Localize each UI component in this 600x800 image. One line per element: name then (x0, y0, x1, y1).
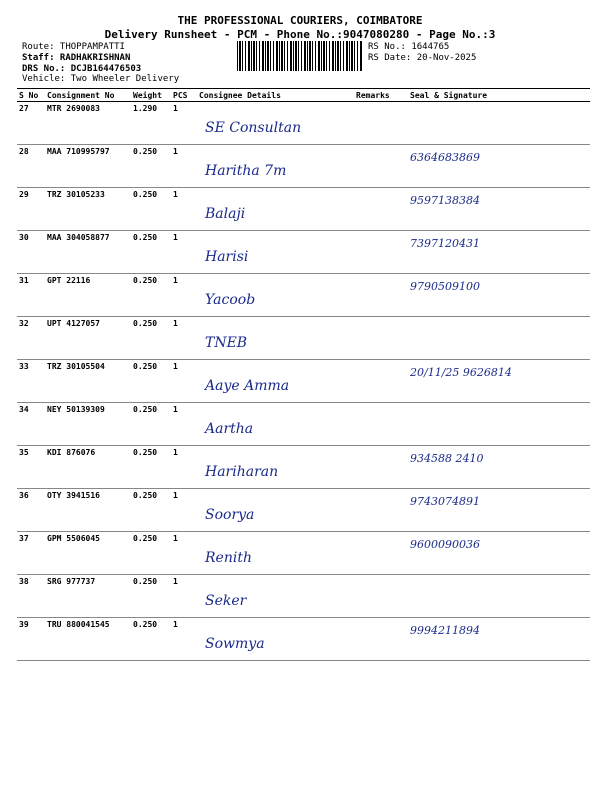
staff: Staff: RADHAKRISHNAN (22, 53, 131, 63)
consignee-handwriting: Sowmya (205, 636, 265, 652)
cell-sno: 33 (17, 360, 45, 403)
cell-pcs: 1 (171, 489, 197, 532)
cell-consignment: KDI 876076 (45, 446, 131, 489)
cell-consignee (197, 575, 354, 618)
consignee-handwriting: Yacoob (205, 292, 256, 308)
cell-sno: 28 (17, 145, 45, 188)
cell-pcs: 1 (171, 532, 197, 575)
cell-sno: 30 (17, 231, 45, 274)
col-remarks: Remarks (354, 89, 408, 102)
route: Route: THOPPAMPATTI (22, 42, 125, 52)
cell-remarks (354, 231, 408, 274)
cell-consignee (197, 618, 354, 661)
rs-no: RS No.: 1644765 (368, 42, 450, 52)
cell-sno: 27 (17, 102, 45, 145)
cell-pcs: 1 (171, 446, 197, 489)
cell-consignee (197, 231, 354, 274)
table-row (17, 145, 590, 188)
cell-consignee (197, 403, 354, 446)
cell-pcs: 1 (171, 317, 197, 360)
cell-weight: 0.250 (131, 360, 171, 403)
cell-weight: 0.250 (131, 575, 171, 618)
cell-consignment: OTY 3941516 (45, 489, 131, 532)
consignee-handwriting: Aartha (205, 421, 254, 437)
table-row (17, 102, 590, 145)
runsheet-table (17, 88, 590, 661)
table-row (17, 274, 590, 317)
col-consignee: Consignee Details (197, 89, 354, 102)
consignee-handwriting: Renith (205, 550, 252, 566)
table-row (17, 188, 590, 231)
cell-signature (408, 145, 590, 188)
consignee-handwriting: Harisi (205, 249, 249, 265)
cell-consignee (197, 532, 354, 575)
cell-pcs: 1 (171, 231, 197, 274)
cell-signature (408, 274, 590, 317)
consignee-handwriting: TNEB (205, 335, 248, 351)
cell-remarks (354, 618, 408, 661)
signature-handwriting: 20/11/25 9626814 (410, 366, 512, 379)
cell-weight: 0.250 (131, 145, 171, 188)
drs-no: DRS No.: DCJB164476503 (22, 64, 142, 74)
cell-consignment: UPT 4127057 (45, 317, 131, 360)
consignee-handwriting: Haritha 7m (205, 163, 287, 179)
cell-consignment: NEY 50139309 (45, 403, 131, 446)
consignee-handwriting: Hariharan (205, 464, 279, 480)
cell-weight: 0.250 (131, 446, 171, 489)
cell-signature (408, 446, 590, 489)
cell-remarks (354, 446, 408, 489)
table-row (17, 231, 590, 274)
cell-pcs: 1 (171, 145, 197, 188)
cell-consignee (197, 360, 354, 403)
cell-sno: 29 (17, 188, 45, 231)
cell-sno: 39 (17, 618, 45, 661)
cell-weight: 0.250 (131, 489, 171, 532)
cell-consignee (197, 489, 354, 532)
cell-remarks (354, 489, 408, 532)
rs-date: RS Date: 20-Nov-2025 (368, 53, 477, 63)
cell-consignee (197, 188, 354, 231)
cell-consignment: GPT 22116 (45, 274, 131, 317)
cell-signature (408, 532, 590, 575)
cell-consignment: SRG 977737 (45, 575, 131, 618)
cell-remarks (354, 575, 408, 618)
table-row (17, 575, 590, 618)
col-signature: Seal & Signature (408, 89, 590, 102)
signature-handwriting: 7397120431 (410, 237, 480, 250)
cell-weight: 0.250 (131, 188, 171, 231)
col-pcs: PCS (171, 89, 197, 102)
table-row (17, 532, 590, 575)
cell-weight: 0.250 (131, 274, 171, 317)
cell-consignment: TRZ 30105233 (45, 188, 131, 231)
cell-signature (408, 403, 590, 446)
cell-pcs: 1 (171, 403, 197, 446)
cell-sno: 36 (17, 489, 45, 532)
cell-consignee (197, 102, 354, 145)
col-consignment: Consignment No (45, 89, 131, 102)
cell-sno: 35 (17, 446, 45, 489)
table-row (17, 446, 590, 489)
cell-consignment: MTR 2690083 (45, 102, 131, 145)
cell-consignment: TRU 880041545 (45, 618, 131, 661)
cell-weight: 0.250 (131, 618, 171, 661)
cell-signature (408, 618, 590, 661)
signature-handwriting: 6364683869 (410, 151, 480, 164)
col-weight: Weight (131, 89, 171, 102)
cell-pcs: 1 (171, 188, 197, 231)
consignee-handwriting: Soorya (205, 507, 255, 523)
cell-consignee (197, 274, 354, 317)
consignee-handwriting: Seker (205, 593, 247, 609)
cell-pcs: 1 (171, 618, 197, 661)
table-row (17, 317, 590, 360)
signature-handwriting: 9597138384 (410, 194, 480, 207)
table-row (17, 360, 590, 403)
table-row (17, 403, 590, 446)
cell-sno: 32 (17, 317, 45, 360)
runsheet-subtitle: Delivery Runsheet - PCM - Phone No.:9047080280 - Page No.:3 (104, 28, 496, 41)
cell-consignment: TRZ 30105504 (45, 360, 131, 403)
cell-weight: 0.250 (131, 231, 171, 274)
cell-signature (408, 575, 590, 618)
consignee-handwriting: Aaye Amma (205, 378, 290, 394)
cell-signature (408, 489, 590, 532)
cell-sno: 37 (17, 532, 45, 575)
cell-pcs: 1 (171, 360, 197, 403)
cell-consignee (197, 317, 354, 360)
cell-remarks (354, 145, 408, 188)
table-row (17, 489, 590, 532)
col-sno: S No (17, 89, 45, 102)
cell-remarks (354, 274, 408, 317)
cell-sno: 34 (17, 403, 45, 446)
cell-signature (408, 102, 590, 145)
cell-weight: 1.290 (131, 102, 171, 145)
table-row (17, 618, 590, 661)
cell-remarks (354, 532, 408, 575)
vehicle: Vehicle: Two Wheeler Delivery (22, 74, 180, 84)
consignee-handwriting: Balaji (205, 206, 246, 222)
signature-handwriting: 9743074891 (410, 495, 480, 508)
cell-remarks (354, 360, 408, 403)
cell-signature (408, 188, 590, 231)
table-header-row (17, 89, 590, 102)
cell-signature (408, 317, 590, 360)
signature-handwriting: 9994211894 (410, 624, 480, 637)
cell-remarks (354, 317, 408, 360)
cell-consignment: MAA 710995797 (45, 145, 131, 188)
company-title: THE PROFESSIONAL COURIERS, COIMBATORE (177, 14, 423, 27)
cell-weight: 0.250 (131, 403, 171, 446)
cell-signature (408, 231, 590, 274)
cell-sno: 38 (17, 575, 45, 618)
cell-weight: 0.250 (131, 317, 171, 360)
cell-signature (408, 360, 590, 403)
consignee-handwriting: SE Consultan (205, 120, 302, 136)
cell-pcs: 1 (171, 102, 197, 145)
cell-consignee (197, 145, 354, 188)
cell-remarks (354, 188, 408, 231)
cell-consignment: MAA 304058877 (45, 231, 131, 274)
cell-pcs: 1 (171, 575, 197, 618)
cell-remarks (354, 102, 408, 145)
cell-pcs: 1 (171, 274, 197, 317)
signature-handwriting: 9790509100 (410, 280, 480, 293)
signature-handwriting: 934588 2410 (410, 452, 484, 465)
cell-weight: 0.250 (131, 532, 171, 575)
cell-remarks (354, 403, 408, 446)
cell-consignment: GPM 5506045 (45, 532, 131, 575)
signature-handwriting: 9600090036 (410, 538, 480, 551)
cell-consignee (197, 446, 354, 489)
barcode (237, 41, 363, 71)
cell-sno: 31 (17, 274, 45, 317)
